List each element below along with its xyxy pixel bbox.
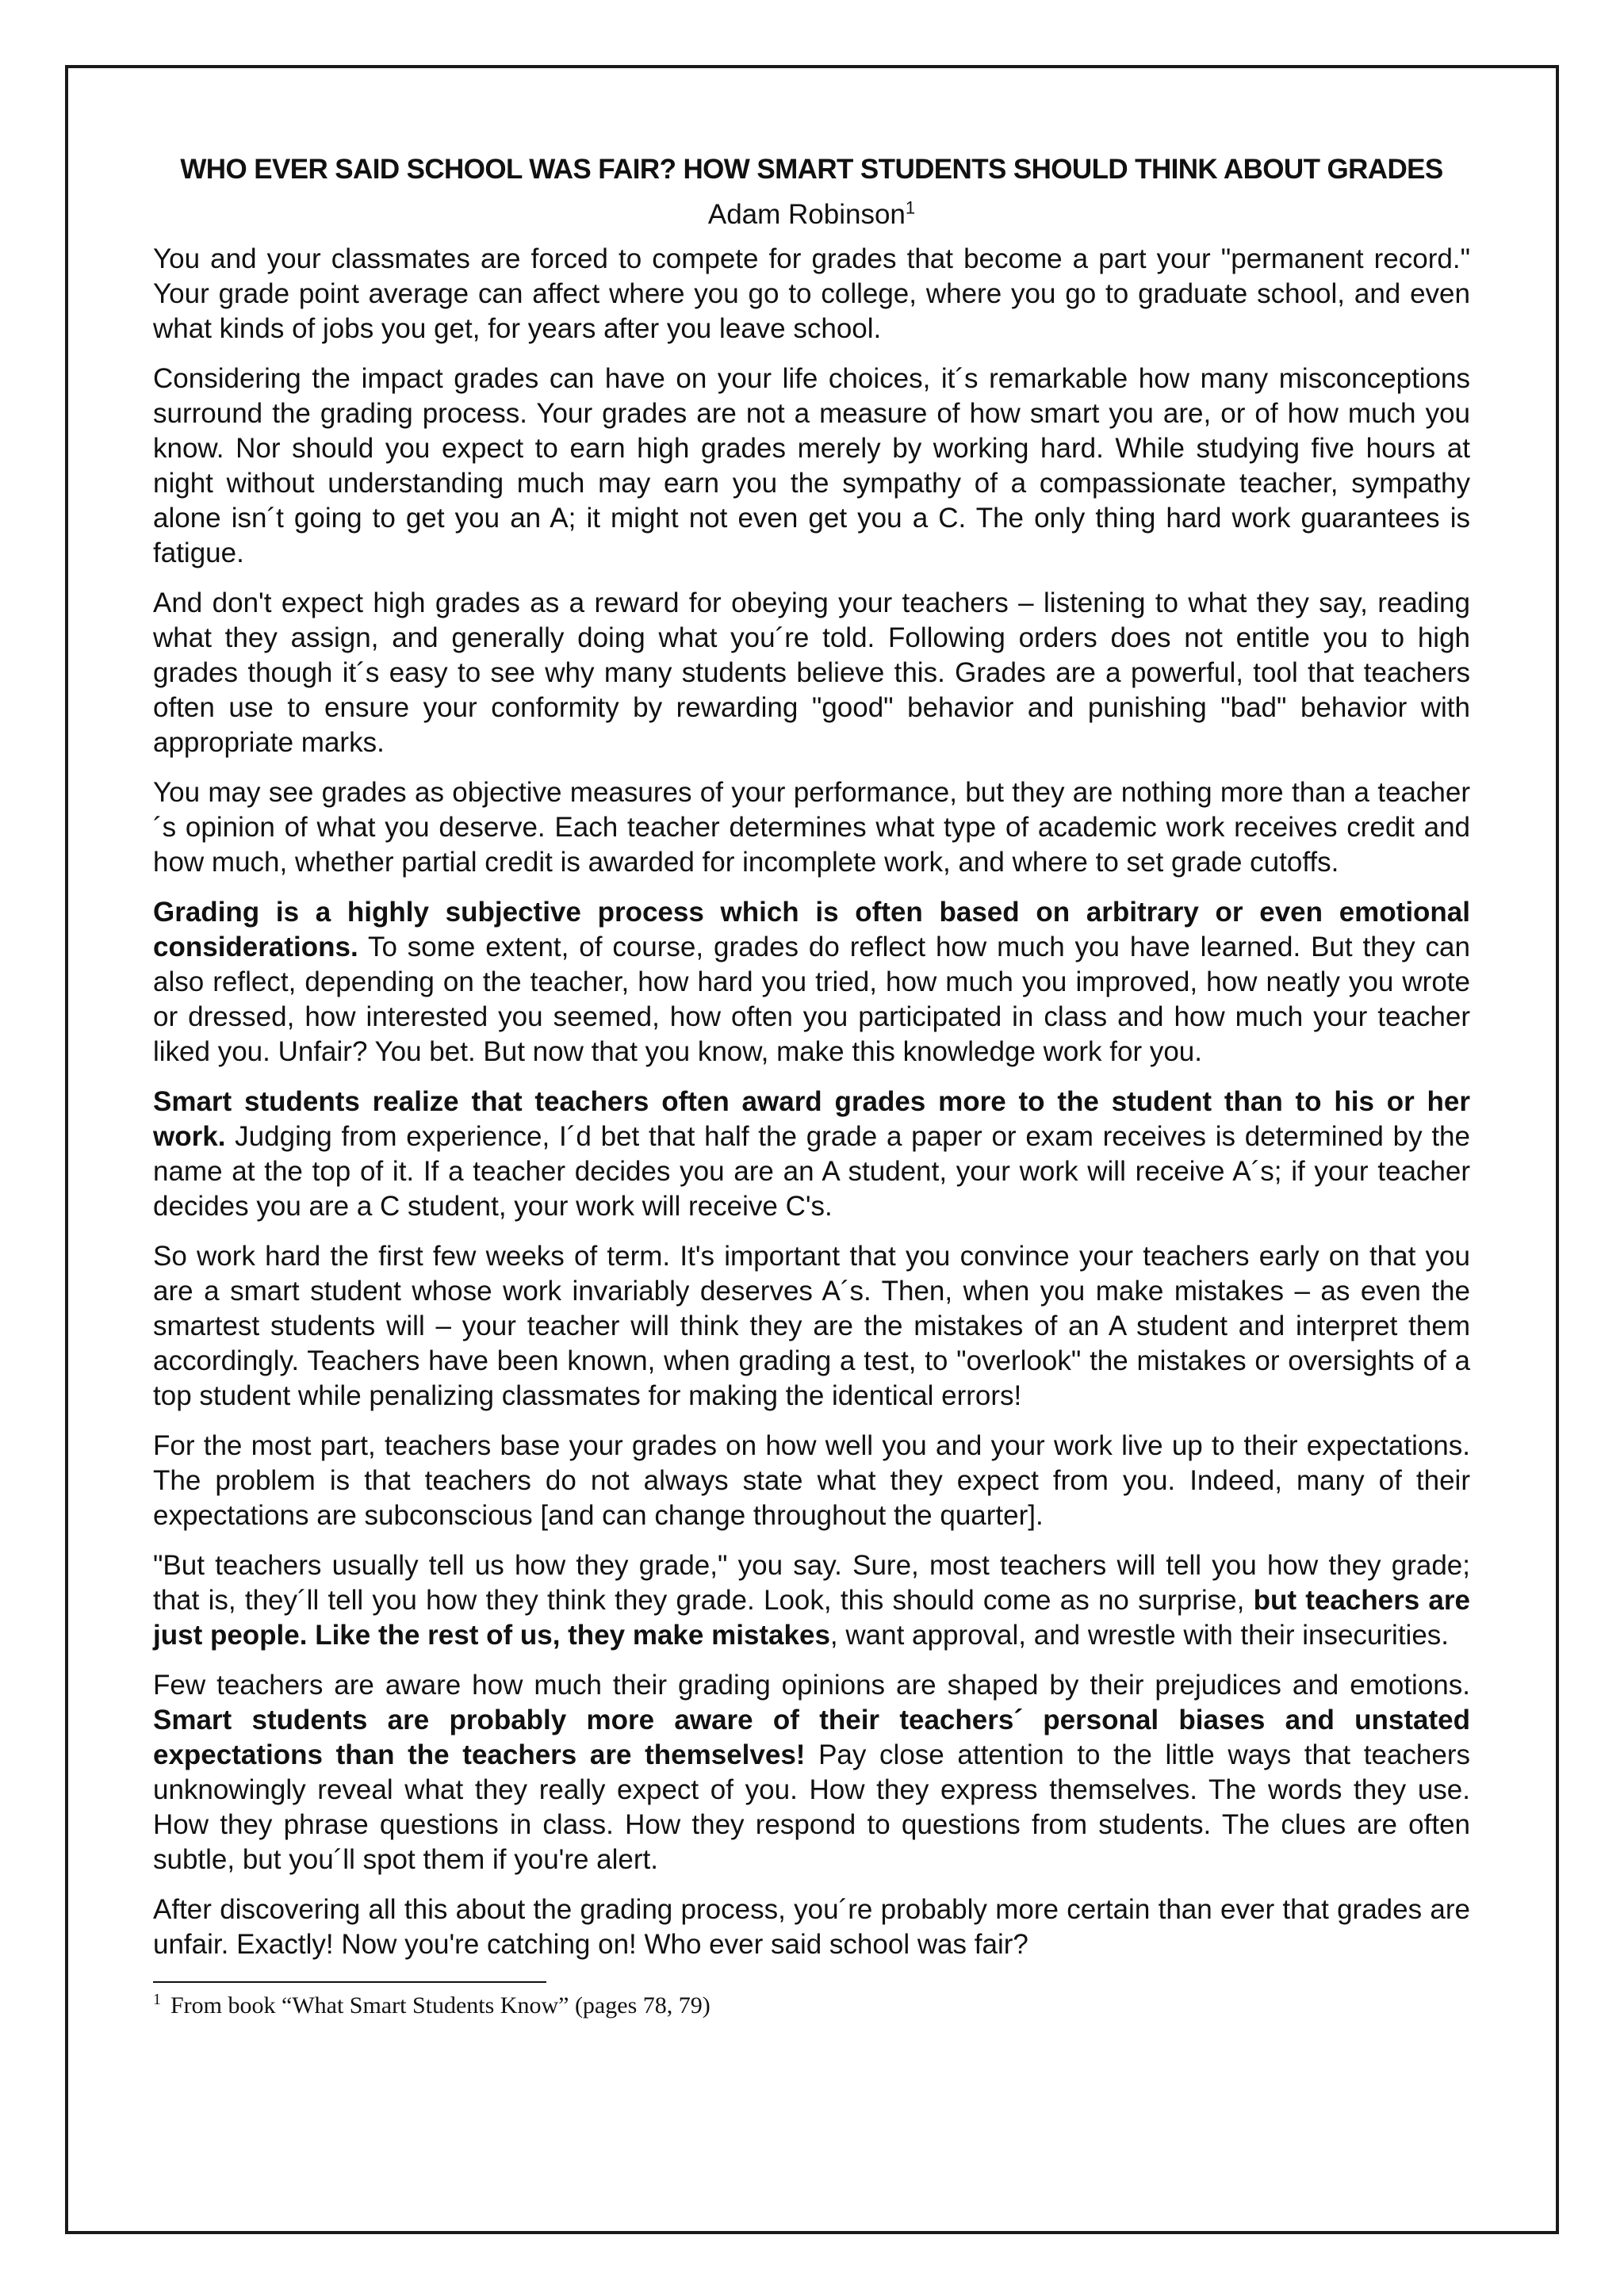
- paragraph-10-bold: Smart students are probably more aware of their teachers´ personal biases and unstated expectations than the teachers are themselves!: [153, 1705, 1470, 1770]
- footnote-mark: 1: [153, 1991, 161, 2008]
- paragraph-9-pre: "But teachers usually tell us how they grade," you say. Sure, most teachers will tell you how they grade; that is, they´ll tell you how they think they grade. Look, this should come as no surprise,: [153, 1550, 1470, 1616]
- paragraph-1: You and your classmates are forced to compete for grades that become a part your "permanent record." Your grade point average can affect where you go to college, where you go to graduate school, and even what kinds of jobs you get, for years after you leave school.: [153, 243, 1470, 344]
- document-title: WHO EVER SAID SCHOOL WAS FAIR? HOW SMART STUDENTS SHOULD THINK ABOUT GRADES: [180, 154, 1443, 185]
- paragraph-5: [153, 895, 1470, 1070]
- paragraph-8: For the most part, teachers base your grades on how well you and your work live up to their expectations. The problem is that teachers do not always state what they expect from you. Indeed, many of their expectations are subconscious [and can change throughout the quarter].: [153, 1430, 1470, 1531]
- paragraph-5-rest: To some extent, of course, grades do reflect how much you have learned. But they can also reflect, depending on the teacher, how hard you tried, how much you improved, how neatly you wrote or dressed, how interested you seemed, how often you participated in class and how much your teacher liked you. Unfair? You bet. But now that you know, make this knowledge work for you.: [153, 932, 1470, 1067]
- paragraph-9: [153, 1548, 1470, 1653]
- footnote: [153, 1991, 1470, 2021]
- author-name: Adam Robinson: [707, 199, 906, 230]
- paragraph-6-rest: Judging from experience, I´d bet that half the grade a paper or exam receives is determined by the name at the top of it. If a teacher decides you are an A student, your work will receive A´s; if your teacher decides you are a C student, your work will receive C's.: [153, 1121, 1470, 1222]
- author-footnote-mark: 1: [905, 197, 916, 218]
- paragraph-7: So work hard the first few weeks of term. It's important that you convince your teachers early on that you are a smart student whose work invariably deserves A´s. Then, when you make mistakes – as even the smartest students will – your teacher will think they are the mistakes of an A student and interpret them accordingly. Teachers have been known, when grading a test, to "overlook" the mistakes or oversights of a top student while penalizing classmates for making the identical errors!: [153, 1241, 1470, 1411]
- paragraph-10: [153, 1668, 1470, 1877]
- paragraph-5-bold: Grading is a highly subjective process which is often based on arbitrary or even emotional considerations.: [153, 897, 1470, 962]
- paragraph-2: Considering the impact grades can have on your life choices, it´s remarkable how many misconceptions surround the grading process. Your grades are not a measure of how smart you are, or of how much you know. Nor should you expect to earn high grades merely by working hard. While studying five hours at night without understanding much may earn you the sympathy of a compassionate teacher, sympathy alone isn´t going to get you an A; it might not even get you a C. The only thing hard work guarantees is fatigue.: [153, 363, 1470, 568]
- paragraph-10-pre: Few teachers are aware how much their grading opinions are shaped by their prejudices and emotions.: [153, 1670, 1470, 1701]
- author-line: [153, 197, 1470, 232]
- paragraph-9-rest: , want approval, and wrestle with their insecurities.: [829, 1620, 1450, 1651]
- paragraph-9-bold: but teachers are just people. Like the rest of us, they make mistakes: [153, 1585, 1470, 1651]
- paragraph-10-rest: Pay close attention to the little ways that teachers unknowingly reveal what they really expect of you. How they express themselves. The words they use. How they phrase questions in class. How they respond to questions from students. The clues are often subtle, but you´ll spot them if you're alert.: [153, 1739, 1470, 1875]
- paragraph-6: [153, 1085, 1470, 1224]
- paragraph-6-bold: Smart students realize that teachers often award grades more to the student than to his or her work.: [153, 1086, 1470, 1152]
- paragraph-4: You may see grades as objective measures of your performance, but they are nothing more than a teacher´s opinion of what you deserve. Each teacher determines what type of academic work receives credit and how much, whether partial credit is awarded for incomplete work, and where to set grade cutoffs.: [153, 777, 1470, 878]
- document-body: [153, 152, 1470, 2021]
- footnote-divider: [153, 1981, 546, 1983]
- paragraph-3: And don't expect high grades as a reward for obeying your teachers – listening to what they say, reading what they assign, and generally doing what you´re told. Following orders does not entitle you to high grades though it´s easy to see why many students believe this. Grades are a powerful, tool that teachers often use to ensure your conformity by rewarding "good" behavior and punishing "bad" behavior with appropriate marks.: [153, 587, 1470, 758]
- footnote-text: From book “What Smart Students Know” (pages 78, 79): [170, 1992, 710, 2019]
- paragraph-11: After discovering all this about the grading process, you´re probably more certain than ever that grades are unfair. Exactly! Now you're catching on! Who ever said school was fair?: [153, 1894, 1470, 1960]
